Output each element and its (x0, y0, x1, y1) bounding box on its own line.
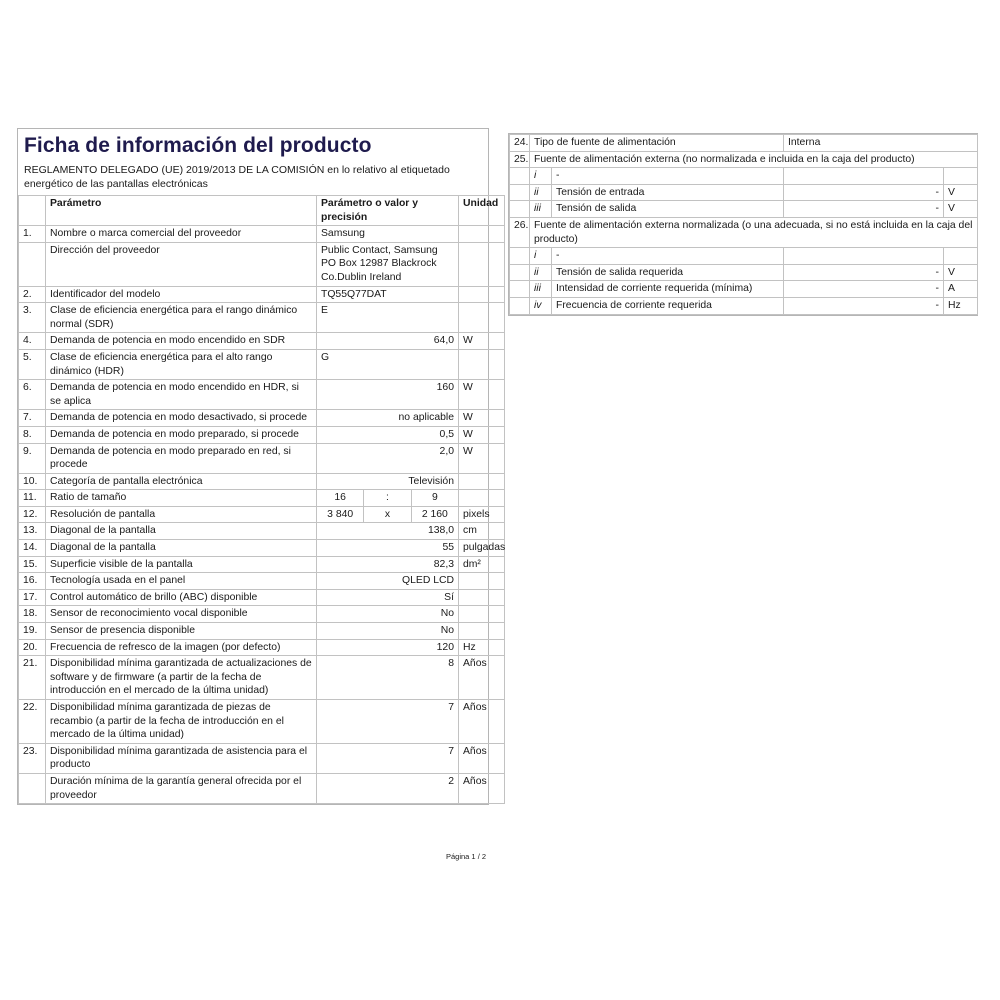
row-value: 2 (317, 773, 459, 803)
row-param: Tipo de fuente de alimentación (530, 135, 784, 152)
row-value: QLED LCD (317, 573, 459, 590)
sub-index: iii (530, 281, 552, 298)
sub-param: - (552, 248, 784, 265)
row-param: Demanda de potencia en modo encendido en SDR (46, 333, 317, 350)
table-row (19, 506, 505, 523)
sub-param: Frecuencia de corriente requerida (552, 297, 784, 314)
row-param: Clase de eficiencia energética para el alto rango dinámico (HDR) (46, 349, 317, 379)
row-number (510, 297, 530, 314)
row-value: 138,0 (317, 523, 459, 540)
product-info-sheet-page1 (17, 128, 506, 805)
table-row (19, 443, 505, 473)
sub-value: - (784, 264, 944, 281)
table-row (19, 700, 505, 744)
row-unit: Hz (459, 639, 505, 656)
sub-index: ii (530, 184, 552, 201)
row-value: 64,0 (317, 333, 459, 350)
header-unit: Unidad (459, 196, 505, 226)
row-param: Sensor de presencia disponible (46, 623, 317, 640)
row-number (19, 773, 46, 803)
row-unit (459, 349, 505, 379)
row-unit (459, 242, 505, 286)
sub-value: - (784, 201, 944, 218)
resolution-width: 3 840 (317, 506, 364, 523)
sub-unit: V (944, 264, 978, 281)
sub-unit: V (944, 184, 978, 201)
row-value: Televisión (317, 473, 459, 490)
row-value: 0,5 (317, 426, 459, 443)
table-row (510, 168, 978, 185)
row-value: TQ55Q77DAT (317, 286, 459, 303)
row-param: Resolución de pantalla (46, 506, 317, 523)
row-unit (459, 623, 505, 640)
row-value: Samsung (317, 226, 459, 243)
row-param: Tecnología usada en el panel (46, 573, 317, 590)
row-number: 25. (510, 151, 530, 168)
row-param: Nombre o marca comercial del proveedor (46, 226, 317, 243)
table-row (19, 573, 505, 590)
power-supply-table (509, 134, 978, 315)
header-value: Parámetro o valor y precisión (317, 196, 459, 226)
table-row (510, 151, 978, 168)
table-row (510, 297, 978, 314)
ratio-separator: : (364, 490, 411, 507)
table-row (19, 303, 505, 333)
row-unit: W (459, 410, 505, 427)
row-value: No (317, 623, 459, 640)
table-row (510, 281, 978, 298)
row-number: 24. (510, 135, 530, 152)
table-row (19, 380, 505, 410)
row-number (510, 281, 530, 298)
sub-param: - (552, 168, 784, 185)
row-param: Disponibilidad mínima garantizada de asistencia para el producto (46, 743, 317, 773)
row-value: 160 (317, 380, 459, 410)
table-row (19, 349, 505, 379)
table-row (510, 201, 978, 218)
row-unit (459, 303, 505, 333)
row-unit: W (459, 426, 505, 443)
row-number: 15. (19, 556, 46, 573)
table-row (19, 410, 505, 427)
row-unit: Años (459, 773, 505, 803)
row-number: 11. (19, 490, 46, 507)
row-number (510, 248, 530, 265)
sub-index: ii (530, 264, 552, 281)
row-value: 120 (317, 639, 459, 656)
table-row (510, 264, 978, 281)
table-row (19, 589, 505, 606)
row-number (510, 184, 530, 201)
row-param: Disponibilidad mínima garantizada de piezas de recambio (a partir de la fecha de introducción en el mercado de la última unidad) (46, 700, 317, 744)
row-number: 1. (19, 226, 46, 243)
table-row (19, 656, 505, 700)
row-unit: Años (459, 656, 505, 700)
row-unit: W (459, 333, 505, 350)
table-row (19, 540, 505, 557)
sub-unit: Hz (944, 297, 978, 314)
row-number: 14. (19, 540, 46, 557)
row-value: No (317, 606, 459, 623)
row-value: 7 (317, 700, 459, 744)
row-number: 23. (19, 743, 46, 773)
table-row (19, 286, 505, 303)
row-param: Demanda de potencia en modo preparado en red, si procede (46, 443, 317, 473)
sub-param: Intensidad de corriente requerida (mínima) (552, 281, 784, 298)
ratio-height: 9 (411, 490, 458, 507)
row-unit: Años (459, 743, 505, 773)
row-unit (459, 490, 505, 507)
row-param: Diagonal de la pantalla (46, 540, 317, 557)
row-number: 9. (19, 443, 46, 473)
sub-value (784, 248, 944, 265)
row-param: Identificador del modelo (46, 286, 317, 303)
row-value: 55 (317, 540, 459, 557)
table-row (19, 242, 505, 286)
row-unit (459, 573, 505, 590)
row-number: 16. (19, 573, 46, 590)
row-unit (459, 226, 505, 243)
row-param: Disponibilidad mínima garantizada de actualizaciones de software y de firmware (a partir de la fecha de introducción en el mercado de la última unidad) (46, 656, 317, 700)
row-value: 2,0 (317, 443, 459, 473)
table-row (19, 606, 505, 623)
row-number: 26. (510, 217, 530, 247)
row-number (19, 242, 46, 286)
sub-index: iii (530, 201, 552, 218)
row-unit (459, 473, 505, 490)
row-param: Diagonal de la pantalla (46, 523, 317, 540)
table-row (510, 184, 978, 201)
row-unit (459, 606, 505, 623)
sub-unit: A (944, 281, 978, 298)
row-unit: Años (459, 700, 505, 744)
resolution-height: 2 160 (411, 506, 458, 523)
row-unit: dm² (459, 556, 505, 573)
table-row (19, 426, 505, 443)
row-number: 5. (19, 349, 46, 379)
resolution-separator: x (364, 506, 411, 523)
ratio-width: 16 (317, 490, 364, 507)
row-number: 22. (19, 700, 46, 744)
table-row (510, 248, 978, 265)
table-row (19, 523, 505, 540)
row-unit (459, 589, 505, 606)
row-value: E (317, 303, 459, 333)
row-number: 18. (19, 606, 46, 623)
table-row (19, 773, 505, 803)
row-unit: W (459, 380, 505, 410)
row-value: Sí (317, 589, 459, 606)
table-row (19, 639, 505, 656)
sub-unit: V (944, 201, 978, 218)
table-row (19, 556, 505, 573)
row-number: 7. (19, 410, 46, 427)
table-header-row (19, 196, 505, 226)
product-info-sheet-power (508, 133, 978, 316)
row-unit: cm (459, 523, 505, 540)
row-unit: pulgadas (459, 540, 505, 557)
table-row (510, 135, 978, 152)
row-param: Duración mínima de la garantía general ofrecida por el proveedor (46, 773, 317, 803)
sub-value: - (784, 281, 944, 298)
table-row (19, 490, 505, 507)
document-title: Ficha de información del producto (24, 134, 372, 157)
row-number: 2. (19, 286, 46, 303)
regulation-subtitle: REGLAMENTO DELEGADO (UE) 2019/2013 DE LA COMISIÓN en lo relativo al etiquetado energético de las pantallas electrónicas (24, 164, 450, 190)
row-number: 4. (19, 333, 46, 350)
row-unit: W (459, 443, 505, 473)
sub-index: iv (530, 297, 552, 314)
table-row (19, 226, 505, 243)
table-row (19, 623, 505, 640)
sub-index: i (530, 248, 552, 265)
row-unit: pixels (459, 506, 505, 523)
row-param: Demanda de potencia en modo desactivado, si procede (46, 410, 317, 427)
row-number: 13. (19, 523, 46, 540)
row-number: 20. (19, 639, 46, 656)
row-value: 82,3 (317, 556, 459, 573)
sub-index: i (530, 168, 552, 185)
row-number (510, 168, 530, 185)
row-param: Dirección del proveedor (46, 242, 317, 286)
row-value: Interna (784, 135, 978, 152)
page-number: Página 1 / 2 (446, 852, 487, 861)
row-value: 7 (317, 743, 459, 773)
row-param: Clase de eficiencia energética para el rango dinámico normal (SDR) (46, 303, 317, 333)
row-param: Ratio de tamaño (46, 490, 317, 507)
row-param: Superficie visible de la pantalla (46, 556, 317, 573)
row-number: 3. (19, 303, 46, 333)
row-param: Frecuencia de refresco de la imagen (por defecto) (46, 639, 317, 656)
product-info-table (18, 195, 505, 804)
header-param: Parámetro (46, 196, 317, 226)
row-param: Fuente de alimentación externa normalizada (o una adecuada, si no está incluida en la caja del producto) (530, 217, 978, 247)
row-param: Sensor de reconocimiento vocal disponible (46, 606, 317, 623)
row-number (510, 264, 530, 281)
row-value: G (317, 349, 459, 379)
row-value: 8 (317, 656, 459, 700)
row-number: 8. (19, 426, 46, 443)
row-param: Demanda de potencia en modo preparado, si procede (46, 426, 317, 443)
table-row (19, 473, 505, 490)
row-param: Categoría de pantalla electrónica (46, 473, 317, 490)
row-value: no aplicable (317, 410, 459, 427)
table-row (19, 743, 505, 773)
row-param: Demanda de potencia en modo encendido en HDR, si se aplica (46, 380, 317, 410)
sub-param: Tensión de salida (552, 201, 784, 218)
sub-value: - (784, 184, 944, 201)
sub-value: - (784, 297, 944, 314)
row-number: 17. (19, 589, 46, 606)
row-number: 6. (19, 380, 46, 410)
row-number: 21. (19, 656, 46, 700)
table-row (19, 333, 505, 350)
row-param: Control automático de brillo (ABC) disponible (46, 589, 317, 606)
row-param: Fuente de alimentación externa (no normalizada e incluida en la caja del producto) (530, 151, 978, 168)
row-value: Public Contact, Samsung PO Box 12987 Blackrock Co.Dublin Ireland (317, 242, 459, 286)
table-row (510, 217, 978, 247)
row-number: 10. (19, 473, 46, 490)
row-number: 19. (19, 623, 46, 640)
row-unit (459, 286, 505, 303)
sub-unit (944, 168, 978, 185)
sub-value (784, 168, 944, 185)
sub-param: Tensión de entrada (552, 184, 784, 201)
sub-param: Tensión de salida requerida (552, 264, 784, 281)
row-number (510, 201, 530, 218)
row-number: 12. (19, 506, 46, 523)
sub-unit (944, 248, 978, 265)
